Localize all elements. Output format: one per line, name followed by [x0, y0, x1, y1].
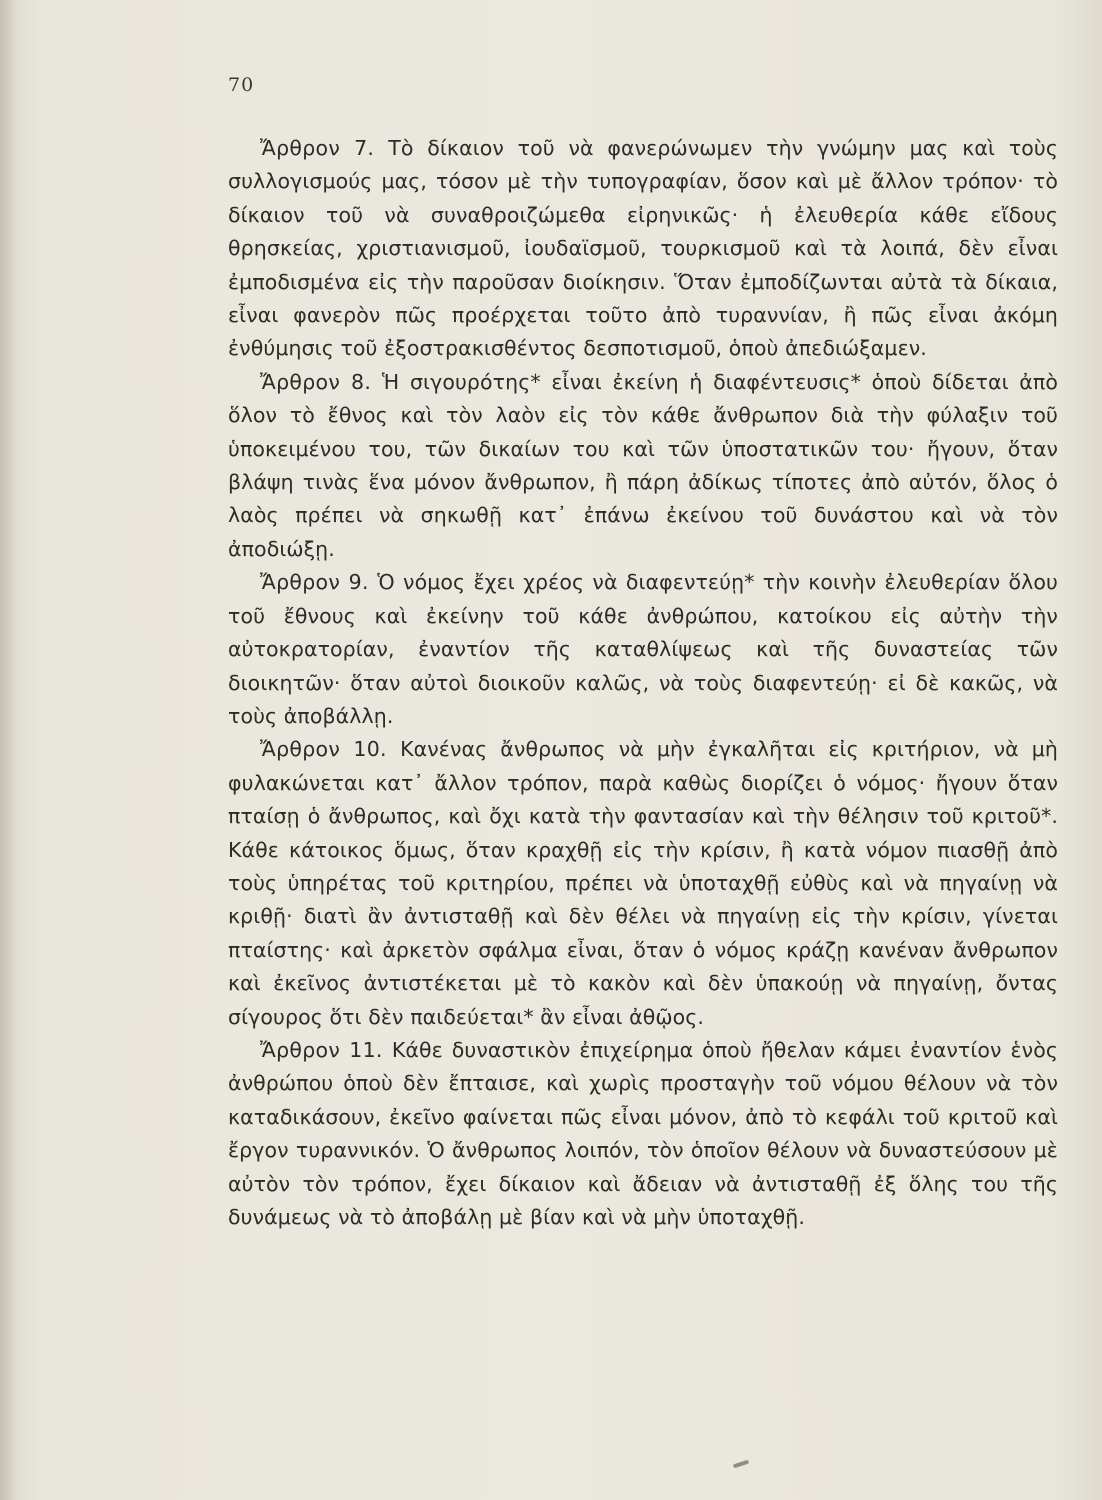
page-number: 70	[228, 74, 255, 96]
article-heading: Ἄρθρον 7.	[260, 136, 389, 160]
article-text: Κανένας ἄνθρωπος νὰ μὴν ἐγκαλῆται εἰς κριτήριον, νὰ μὴ φυλακώνεται κατ᾿ ἄλλον τρόπον, παρὰ καθὼς διορίζει ὁ νόμος· ἤγουν ὅταν πταίσῃ ὁ ἄνθρωπος, καὶ ὄχι κατὰ τὴν φαντασίαν καὶ τὴν θέλησιν τοῦ κριτοῦ*. Κάθε κάτοικος ὅμως, ὅταν κραχθῇ εἰς τὴν κρίσιν, ἢ κατὰ νόμον πιασθῇ ἀπὸ τοὺς ὑπηρέτας τοῦ κριτηρίου, πρέπει νὰ ὑποταχθῇ εὐθὺς καὶ νὰ πηγαίνῃ νὰ κριθῇ· διατὶ ἂν ἀντισταθῇ καὶ δὲν θέλει νὰ πηγαίνῃ εἰς τὴν κρίσιν, γίνεται πταίστης· καὶ ἀρκετὸν σφάλμα εἶναι, ὅταν ὁ νόμος κράζῃ κανέναν ἄνθρωπον καὶ ἐκεῖνος ἀντιστέκεται μὲ τὸ κακὸν καὶ δὲν ὑπακούῃ νὰ πηγαίνῃ, ὄντας σίγουρος ὅτι δὲν παιδεύεται* ἂν εἶναι ἀθῷος.	[228, 737, 1058, 1029]
article-text: Κάθε δυναστικὸν ἐπιχείρημα ὁποὺ ἤθελαν κάμει ἐναντίον ἑνὸς ἀνθρώπου ὁποὺ δὲν ἔπταισε, καὶ χωρὶς προσταγὴν τοῦ νόμου θέλουν νὰ τὸν καταδικάσουν, ἐκεῖνο φαίνεται πῶς εἶναι μόνον, ἀπὸ τὸ κεφάλι τοῦ κριτοῦ καὶ ἔργον τυραννικόν. Ὁ ἄνθρωπος λοιπόν, τὸν ὁποῖον θέλουν νὰ δυναστεύσουν μὲ αὐτὸν τὸν τρόπον, ἔχει δίκαιον καὶ ἄδειαν νὰ ἀντισταθῇ ἐξ ὅλης του τῆς δυνάμεως νὰ τὸ ἀποβάλῃ μὲ βίαν καὶ νὰ μὴν ὑποταχθῇ.	[228, 1037, 1058, 1229]
article-heading: Ἄρθρον 9.	[260, 570, 378, 595]
article-8	[228, 366, 1058, 566]
page-edge-shadow	[0, 0, 18, 1500]
article-9	[228, 566, 1058, 733]
article-heading: Ἄρθρον 8.	[260, 369, 383, 394]
article-text: Ἡ σιγουρότης* εἶναι ἐκείνη ἡ διαφέντευσις* ὁποὺ δίδεται ἀπὸ ὅλον τὸ ἔθνος καὶ τὸν λαὸν εἰς τὸν κάθε ἄνθρωπον διὰ τὴν φύλαξιν τοῦ ὑποκειμένου του, τῶν δικαίων του καὶ τῶν ὑποστατικῶν του· ἤγουν, ὅταν βλάψη τινὰς ἕνα μόνον ἄνθρωπον, ἢ πάρη ἀδίκως τίποτες ἀπὸ αὐτόν, ὅλος ὁ λαὸς πρέπει νὰ σηκωθῇ κατ᾿ ἐπάνω ἐκείνου τοῦ δυνάστου καὶ νὰ τὸν ἀποδιώξῃ.	[228, 369, 1058, 561]
article-10	[228, 733, 1058, 1034]
article-7	[228, 132, 1058, 366]
article-11	[228, 1034, 1058, 1234]
page-body	[228, 132, 1058, 1234]
article-text: Ὁ νόμος ἔχει χρέος νὰ διαφεντεύῃ* τὴν κοινὴν ἐλευθερίαν ὅλου τοῦ ἔθνους καὶ ἐκείνην τοῦ κάθε ἀνθρώπου, κατοίκου εἰς αὐτὴν τὴν αὐτοκρατορίαν, ἐναντίον τῆς καταθλίψεως καὶ τῆς δυναστείας τῶν διοικητῶν· ὅταν αὐτοὶ διοικοῦν καλῶς, νὰ τοὺς διαφεντεύῃ· εἰ δὲ κακῶς, νὰ τοὺς ἀποβάλλῃ.	[228, 570, 1058, 728]
scan-speck	[733, 1460, 749, 1469]
article-heading: Ἄρθρον 10.	[260, 737, 401, 762]
article-text: Τὸ δίκαιον τοῦ νὰ φανερώνωμεν τὴν γνώμην μας καὶ τοὺς συλλογισμούς μας, τόσον μὲ τὴν τυπογραφίαν, ὅσον καὶ μὲ ἄλλον τρόπον· τὸ δίκαιον τοῦ νὰ συναθροιζώμεθα εἰρηνικῶς· ἡ ἐλευθερία κάθε εἴδους θρησκείας, χριστιανισμοῦ, ἰουδαϊσμοῦ, τουρκισμοῦ καὶ τὰ λοιπά, δὲν εἶναι ἐμποδισμένα εἰς τὴν παροῦσαν διοίκησιν. Ὅταν ἐμποδίζωνται αὐτὰ τὰ δίκαια, εἶναι φανερὸν πῶς προέρχεται τοῦτο ἀπὸ τυραννίαν, ἢ πῶς εἶναι ἀκόμη ἐνθύμησις τοῦ ἐξοστρακισθέντος δεσποτισμοῦ, ὁποὺ ἀπεδιώξαμεν.	[228, 136, 1059, 361]
article-heading: Ἄρθρον 11.	[260, 1037, 392, 1062]
